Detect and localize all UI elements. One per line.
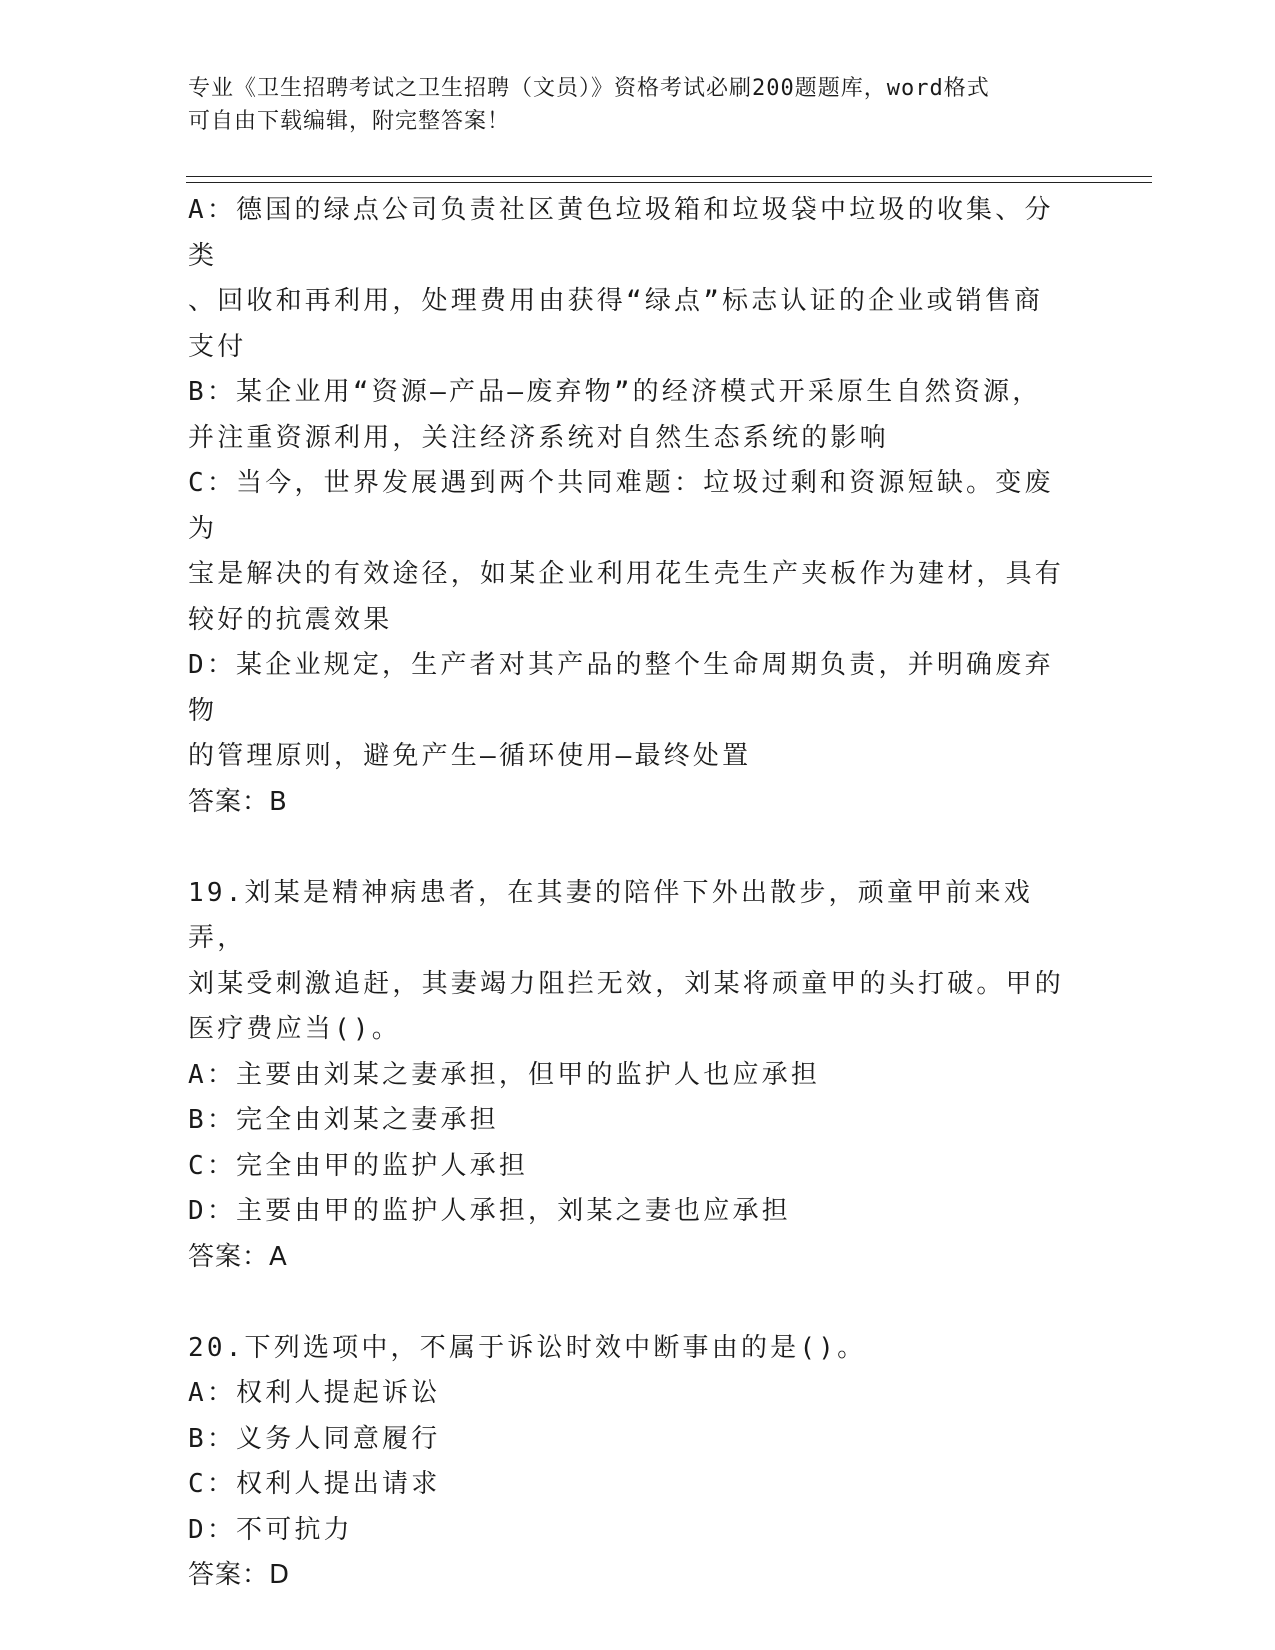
question-spacer xyxy=(188,825,1078,871)
document-body xyxy=(188,188,1078,1599)
q20-stem-line-1: 20.下列选项中，不属于诉讼时效中断事由的是()。 xyxy=(188,1332,867,1363)
q18-option-a-line-1: A：德国的绿点公司负责社区黄色垃圾箱和垃圾袋中垃圾的收集、分类 xyxy=(188,195,1054,271)
q18-option-c-line-2: 宝是解决的有效途径，如某企业利用花生壳生产夹板作为建材，具有 xyxy=(188,559,1065,589)
q18-option-c-line-3: 较好的抗震效果 xyxy=(188,604,393,635)
document-header xyxy=(188,72,1068,138)
q18-option-c-line-1: C：当今，世界发展遇到两个共同难题：垃圾过剩和资源短缺。变废为 xyxy=(188,468,1054,544)
q18-option-d-line-1: D：某企业规定，生产者对其产品的整个生命周期负责，并明确废弃物 xyxy=(188,650,1054,726)
header-divider-top xyxy=(186,176,1152,177)
header-line-2: 可自由下载编辑，附完整答案！ xyxy=(188,109,511,134)
q19-option-b: B：完全由刘某之妻承担 xyxy=(188,1105,499,1135)
question-20-block xyxy=(188,1326,1078,1599)
q19-stem-line-2: 刘某受刺激追赶，其妻竭力阻拦无效，刘某将顽童甲的头打破。甲的 xyxy=(188,968,1065,999)
q20-answer: 答案：D xyxy=(188,1560,291,1590)
header-line-1: 专业《卫生招聘考试之卫生招聘（文员）》资格考试必刷200题题库，word格式 xyxy=(188,76,990,101)
q18-option-a-line-3: 支付 xyxy=(188,331,247,362)
header-divider-bottom xyxy=(186,182,1152,183)
q19-stem-line-1: 19.刘某是精神病患者，在其妻的陪伴下外出散步，顽童甲前来戏弄， xyxy=(188,877,1033,953)
q18-option-d-line-2: 的管理原则，避免产生—循环使用—最终处置 xyxy=(188,741,752,771)
q19-answer: 答案：A xyxy=(188,1241,288,1272)
q19-option-c: C：完全由甲的监护人承担 xyxy=(188,1150,529,1181)
q19-option-a: A：主要由刘某之妻承担，但甲的监护人也应承担 xyxy=(188,1059,821,1090)
q18-option-a-line-2: 、回收和再利用，处理费用由获得“绿点”标志认证的企业或销售商 xyxy=(188,286,1044,316)
question-spacer xyxy=(188,1280,1078,1326)
q20-option-a: A：权利人提起诉讼 xyxy=(188,1378,441,1408)
q20-option-c: C：权利人提出请求 xyxy=(188,1469,441,1499)
question-18-block xyxy=(188,188,1078,825)
q20-option-d: D：不可抗力 xyxy=(188,1514,353,1545)
q18-answer: 答案：B xyxy=(188,786,288,817)
q20-option-b: B：义务人同意履行 xyxy=(188,1423,441,1454)
q19-stem-line-3: 医疗费应当()。 xyxy=(188,1014,401,1044)
q18-option-b-line-1: B：某企业用“资源—产品—废弃物”的经济模式开采原生自然资源， xyxy=(188,377,1042,407)
question-19-block xyxy=(188,871,1078,1281)
q19-option-d: D：主要由甲的监护人承担，刘某之妻也应承担 xyxy=(188,1196,791,1226)
q18-option-b-line-2: 并注重资源利用，关注经济系统对自然生态系统的影响 xyxy=(188,422,889,453)
